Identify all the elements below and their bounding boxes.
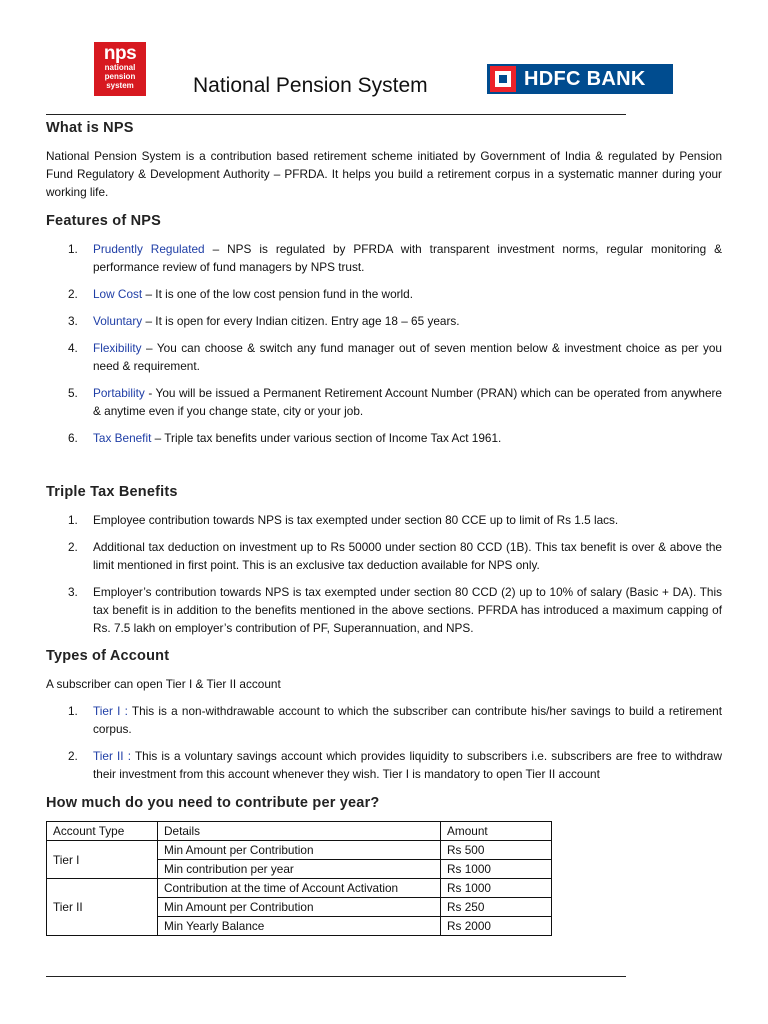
nps-logo-mark: nps — [103, 43, 137, 64]
details-cell: Min contribution per year — [158, 860, 441, 879]
features-list — [46, 240, 722, 447]
tax-benefit-text: Employee contribution towards NPS is tax exempted under section 80 CCE up to limit of Rs 1.5 lacs. — [93, 513, 619, 527]
table-header-row — [47, 822, 552, 841]
footer-divider — [46, 976, 626, 977]
feature-item — [46, 312, 722, 330]
account-term: Tier II : — [93, 749, 132, 763]
list-number: 2. — [68, 287, 78, 301]
feature-term: Voluntary — [93, 314, 143, 328]
list-number: 4. — [68, 341, 78, 355]
feature-term: Portability — [93, 386, 145, 400]
document-title: National Pension System — [193, 74, 428, 97]
feature-text: – NPS is regulated by PFRDA with transparent investment norms, regular monitoring & performance review of fund managers by NPS trust. — [93, 242, 722, 274]
hdfc-logo-text: HDFC BANK — [524, 67, 646, 90]
feature-item — [46, 285, 722, 303]
column-header: Details — [158, 822, 441, 841]
amount-cell: Rs 1000 — [441, 879, 552, 898]
feature-term: Prudently Regulated — [93, 242, 205, 256]
feature-text: - You will be issued a Permanent Retirement Account Number (PRAN) which can be operated from anywhere & anytime even if you change state, city or your job. — [93, 386, 722, 418]
tax-benefit-text: Additional tax deduction on investment up to Rs 50000 under section 80 CCD (1B). This tax benefit is over & above the limit mentioned in first point. This is an exclusive tax deduction available for NPS only. — [93, 540, 722, 572]
amount-cell: Rs 2000 — [441, 917, 552, 936]
list-number: 2. — [68, 749, 78, 763]
nps-logo-line: national — [104, 63, 136, 72]
tax-benefit-item — [46, 538, 722, 574]
details-cell: Min Amount per Contribution — [158, 898, 441, 917]
account-term: Tier I : — [93, 704, 128, 718]
details-cell: Contribution at the time of Account Activation — [158, 879, 441, 898]
feature-term: Flexibility — [93, 341, 142, 355]
list-number: 1. — [68, 513, 78, 527]
nps-logo-line: pension — [104, 72, 136, 81]
account-text: This is a non-withdrawable account to which the subscriber can contribute his/her savings to build a retirement corpus. — [93, 704, 722, 736]
document-body — [46, 120, 722, 936]
header-divider — [46, 114, 626, 115]
column-header: Amount — [441, 822, 552, 841]
accounts-intro: A subscriber can open Tier I & Tier II account — [46, 677, 281, 691]
nps-logo — [94, 42, 146, 96]
section-heading-features: Features of NPS — [46, 213, 161, 229]
tax-benefit-item — [46, 511, 722, 529]
list-number: 5. — [68, 386, 78, 400]
what-is-nps-paragraph: National Pension System is a contribution based retirement scheme initiated by Government of India & regulated by Pension Fund Regulatory & Development Authority – PFRDA. It helps you build a retirement corpus in a systematic manner during your working life. — [46, 149, 722, 199]
tax-benefit-text: Employer’s contribution towards NPS is tax exempted under section 80 CCD (2) up to 10% of salary (Basic + DA). This tax benefit is in addition to the benefits mentioned in the above sections. PFRDA has introduced a maximum capping of Rs. 7.5 lakh on employer’s contribution of PF, Superannuation, and NPS. — [93, 585, 722, 635]
feature-text: – Triple tax benefits under various section of Income Tax Act 1961. — [151, 431, 502, 445]
account-type-item — [46, 702, 722, 738]
column-header: Account Type — [47, 822, 158, 841]
feature-text: – It is open for every Indian citizen. Entry age 18 – 65 years. — [142, 314, 460, 328]
feature-text: – It is one of the low cost pension fund in the world. — [142, 287, 414, 301]
feature-item — [46, 339, 722, 375]
contribution-table — [46, 821, 552, 936]
list-number: 1. — [68, 704, 78, 718]
tax-benefits-list — [46, 511, 722, 637]
feature-item — [46, 240, 722, 276]
hdfc-bank-logo — [487, 64, 673, 94]
section-heading-types-of-account: Types of Account — [46, 648, 170, 664]
feature-item — [46, 384, 722, 420]
account-text: This is a voluntary savings account which provides liquidity to subscribers i.e. subscribers are free to withdraw their investment from this account whenever they wish. Tier I is mandatory to open Tier II account — [93, 749, 722, 781]
section-heading-triple-tax: Triple Tax Benefits — [46, 484, 178, 500]
list-number: 1. — [68, 242, 78, 256]
nps-logo-line: system — [106, 81, 134, 90]
tax-benefit-item — [46, 583, 722, 637]
amount-cell: Rs 500 — [441, 841, 552, 860]
table-row — [47, 841, 552, 860]
hdfc-logo-icon — [490, 66, 516, 92]
feature-item — [46, 429, 722, 447]
account-type-item — [46, 747, 722, 783]
details-cell: Min Yearly Balance — [158, 917, 441, 936]
list-number: 3. — [68, 314, 78, 328]
list-number: 6. — [68, 431, 78, 445]
feature-term: Low Cost — [93, 287, 143, 301]
amount-cell: Rs 1000 — [441, 860, 552, 879]
feature-term: Tax Benefit — [93, 431, 152, 445]
amount-cell: Rs 250 — [441, 898, 552, 917]
section-heading-what-is-nps: What is NPS — [46, 120, 134, 136]
account-types-list — [46, 702, 722, 783]
list-number: 3. — [68, 585, 78, 599]
account-type-cell: Tier I — [47, 841, 158, 879]
section-heading-contribution: How much do you need to contribute per year? — [46, 795, 380, 811]
feature-text: – You can choose & switch any fund manager out of seven mention below & investment choice as per you need & requirement. — [93, 341, 722, 373]
list-number: 2. — [68, 540, 78, 554]
table-row — [47, 879, 552, 898]
details-cell: Min Amount per Contribution — [158, 841, 441, 860]
account-type-cell: Tier II — [47, 879, 158, 936]
